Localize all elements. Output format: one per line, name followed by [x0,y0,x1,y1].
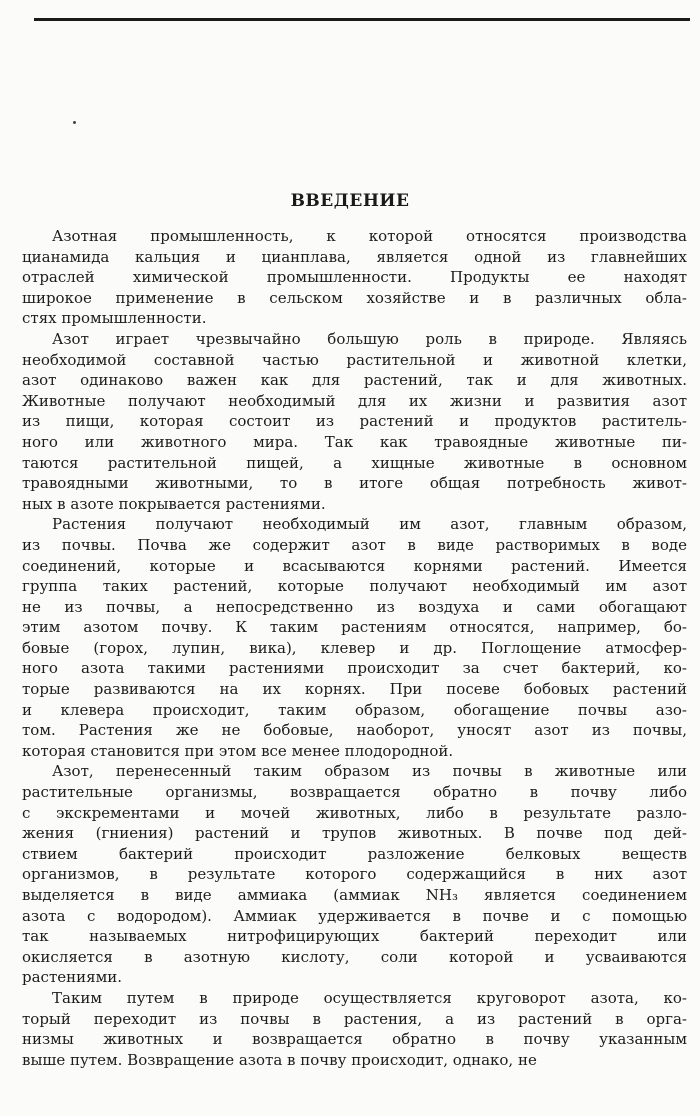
text-line: из пищи, которая состоит из растений и продуктов раститель- [22,412,687,431]
text-line: травоядными животными, то в итоге общая потребность живот- [22,474,687,493]
text-line: Животные получают необходимый для их жизни и развития азот [22,391,687,410]
text-line: соединений, которые и всасываются корнями растений. Имеется [22,556,687,575]
text-line: цианамида кальция и цианплава, является одной из главнейших [22,247,687,266]
paragraph [22,988,687,1070]
text-line: Растения получают необходимый им азот, главным образом, [52,515,687,534]
text-line: этим азотом почву. К таким растениям относятся, например, бо- [22,618,687,637]
text-line: торый переходит из почвы в растения, а из растений в орга- [22,1009,687,1028]
paragraph [22,761,687,988]
text-line: торые развиваются на их корнях. При посеве бобовых растений [22,680,687,699]
text-line: выше путем. Возвращение азота в почву происходит, однако, не [22,1050,537,1069]
text-line: окисляется в азотную кислоту, соли которой и усваиваются [22,947,687,966]
text-line: растительные организмы, возвращается обратно в почву либо [22,783,687,802]
text-line: растениями. [22,968,123,987]
text-line: необходимой составной частью растительной и животной клетки, [22,350,687,369]
text-line: с экскрементами и мочей животных, либо в результате разло- [22,803,687,822]
text-line: которая становится при этом все менее плодородной. [22,741,454,760]
text-line: ствием бактерий происходит разложение белковых веществ [22,844,687,863]
text-line: том. Растения же не бобовые, наоборот, уносят азот из почвы, [22,721,687,740]
text-line: отраслей химической промышленности. Продукты ее находят [22,268,687,287]
paragraph [22,514,687,761]
text-line: жения (гниения) растений и трупов животных. В почве под дей- [22,824,687,843]
text-line: выделяется в виде аммиака (аммиак NH₃ является соединением [22,886,687,904]
text-line: ного или животного мира. Так как травоядные животные пи- [22,432,687,451]
text-line: не из почвы, а непосредственно из воздуха и сами обогащают [22,597,687,616]
text-line: Таким путем в природе осуществляется круговорот азота, ко- [52,988,687,1007]
text-line: Азот играет чрезвычайно большую роль в природе. Являясь [52,329,687,348]
text-line: ного азота такими растениями происходит за счет бактерий, ко- [22,659,687,678]
text-line: стях промышленности. [22,309,207,328]
paragraph [22,329,687,514]
text-line: и клевера происходит, таким образом, обогащение почвы азо- [22,700,687,719]
body-text [22,226,687,1070]
text-line: Азот, перенесенный таким образом из почвы в животные или [52,762,687,781]
text-line: ных в азоте покрывается растениями. [22,494,326,513]
text-line: азот одинаково важен как для растений, так и для животных. [22,371,687,390]
text-line: бовые (горох, лупин, вика), клевер и др. Поглощение атмосфер- [22,638,687,657]
text-line: широкое применение в сельском хозяйстве и в различных обла- [22,288,687,307]
page-title: ВВЕДЕНИЕ [290,191,410,212]
text-line: азота с водородом). Аммиак удерживается в почве и с помощью [22,906,687,925]
print-speck [73,121,76,124]
text-line: таются растительной пищей, а хищные животные в основном [22,453,687,472]
top-rule [34,18,690,21]
text-line: Азотная промышленность, к которой относятся производства [52,227,687,245]
paragraph [22,226,687,329]
text-line: организмов, в результате которого содержащийся в них азот [22,865,687,884]
text-line: так называемых нитрофицирующих бактерий переходит или [22,927,687,946]
text-line: низмы животных и возвращается обратно в почву указанным [22,1030,687,1049]
text-line: группа таких растений, которые получают необходимый им азот [22,577,687,596]
text-line: из почвы. Почва же содержит азот в виде растворимых в воде [22,535,687,554]
